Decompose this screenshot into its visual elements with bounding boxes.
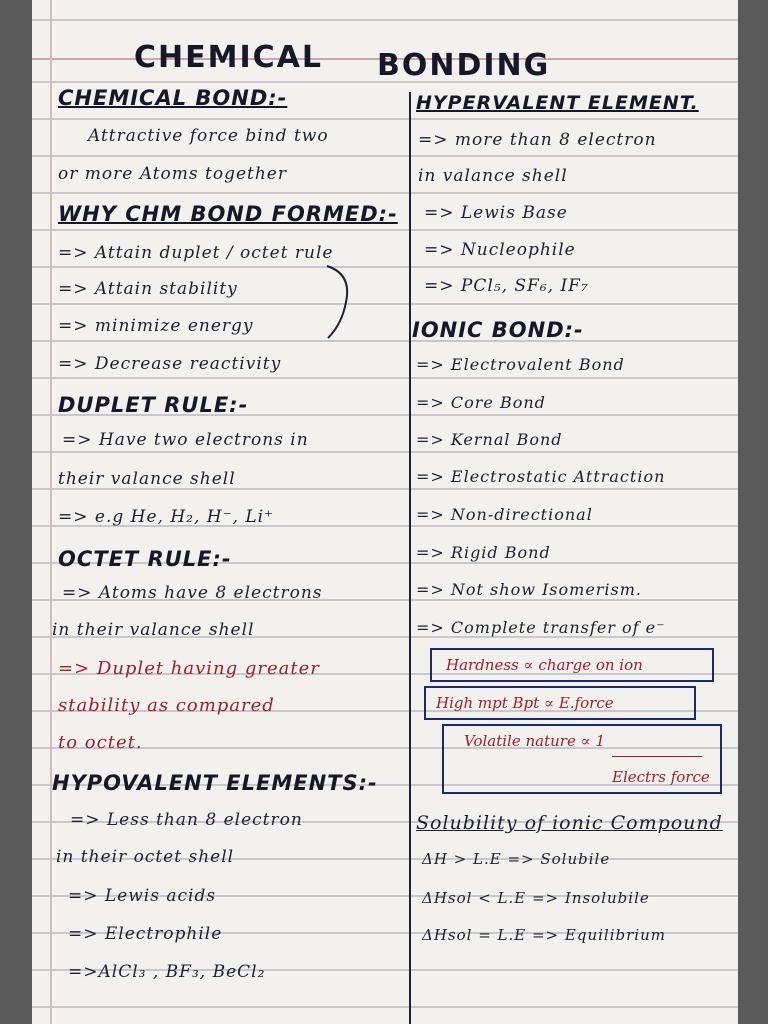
ionic-heading: IONIC BOND:-	[412, 318, 584, 342]
solubility-line-3: ΔHsol = L.E => Equilibrium	[422, 926, 666, 944]
hypovalent-line-4: => Electrophile	[68, 924, 223, 944]
hypervalent-line-5: => PCl₅, SF₆, IF₇	[424, 276, 589, 296]
hypervalent-line-2: in valance shell	[418, 166, 568, 186]
column-divider	[409, 92, 411, 1024]
chemical-bond-heading: CHEMICAL BOND:-	[58, 86, 288, 110]
ionic-box-1	[430, 648, 714, 682]
duplet-line-1: => Have two electrons in	[62, 430, 309, 450]
duplet-line-3: => e.g He, H₂, H⁻, Li⁺	[58, 507, 275, 527]
duplet-line-2: their valance shell	[58, 469, 236, 489]
hypervalent-line-1: => more than 8 electron	[418, 130, 657, 150]
notebook-page	[32, 0, 738, 1024]
ionic-line-2: => Core Bond	[416, 393, 546, 412]
ionic-line-7: => Not show Isomerism.	[416, 580, 643, 599]
brace-mark	[322, 262, 364, 342]
octet-note-1: => Duplet having greater	[58, 658, 320, 679]
octet-heading: OCTET RULE:-	[58, 547, 232, 571]
hypervalent-line-4: => Nucleophile	[424, 240, 576, 260]
ionic-box-3	[442, 724, 722, 794]
margin-line	[50, 0, 52, 1024]
ionic-line-1: => Electrovalent Bond	[416, 355, 625, 374]
duplet-heading: DUPLET RULE:-	[58, 393, 249, 417]
octet-line-1: => Atoms have 8 electrons	[62, 583, 323, 603]
solubility-line-1: ΔH > L.E => Solubile	[422, 850, 611, 868]
ionic-box-2	[424, 686, 696, 720]
hypervalent-line-3: => Lewis Base	[424, 203, 568, 223]
solubility-line-2: ΔHsol < L.E => Insolubile	[422, 889, 650, 907]
why-formed-item-1: => Attain duplet / octet rule	[58, 243, 334, 263]
hypovalent-line-3: => Lewis acids	[68, 886, 217, 906]
hypovalent-line-5: =>AlCl₃ , BF₃, BeCl₂	[68, 962, 266, 982]
ionic-box-2-text: High mpt Bpt ∝ E.force	[436, 694, 614, 712]
why-formed-item-2: => Attain stability	[58, 279, 238, 299]
octet-note-2: stability as compared	[58, 695, 275, 716]
fraction-bar	[612, 756, 702, 757]
hypervalent-heading: HYPERVALENT ELEMENT.	[416, 92, 699, 114]
ionic-box-3-denominator: Electrs force	[612, 768, 710, 786]
octet-line-2: in their valance shell	[52, 620, 255, 640]
page-title-part1: CHEMICAL	[134, 40, 323, 75]
page-title-part2: BONDING	[377, 48, 551, 83]
ionic-line-8: => Complete transfer of e⁻	[416, 618, 666, 637]
chemical-bond-line-1: Attractive force bind two	[88, 126, 329, 146]
octet-note-3: to octet.	[58, 732, 143, 753]
ionic-line-4: => Electrostatic Attraction	[416, 467, 666, 486]
hypovalent-line-2: in their octet shell	[56, 847, 235, 867]
ionic-line-6: => Rigid Bond	[416, 543, 551, 562]
ionic-box-1-text: Hardness ∝ charge on ion	[446, 656, 643, 674]
ionic-box-3-text: Volatile nature ∝ 1	[464, 732, 606, 750]
hypovalent-heading: HYPOVALENT ELEMENTS:-	[52, 771, 378, 795]
ionic-line-5: => Non-directional	[416, 505, 593, 524]
solubility-heading: Solubility of ionic Compound	[416, 812, 723, 834]
ionic-line-3: => Kernal Bond	[416, 430, 563, 449]
why-formed-item-4: => Decrease reactivity	[58, 354, 282, 374]
why-formed-item-3: => minimize energy	[58, 316, 254, 336]
why-formed-heading: WHY CHM BOND FORMED:-	[58, 202, 398, 226]
hypovalent-line-1: => Less than 8 electron	[70, 810, 303, 830]
chemical-bond-line-2: or more Atoms together	[58, 164, 287, 184]
